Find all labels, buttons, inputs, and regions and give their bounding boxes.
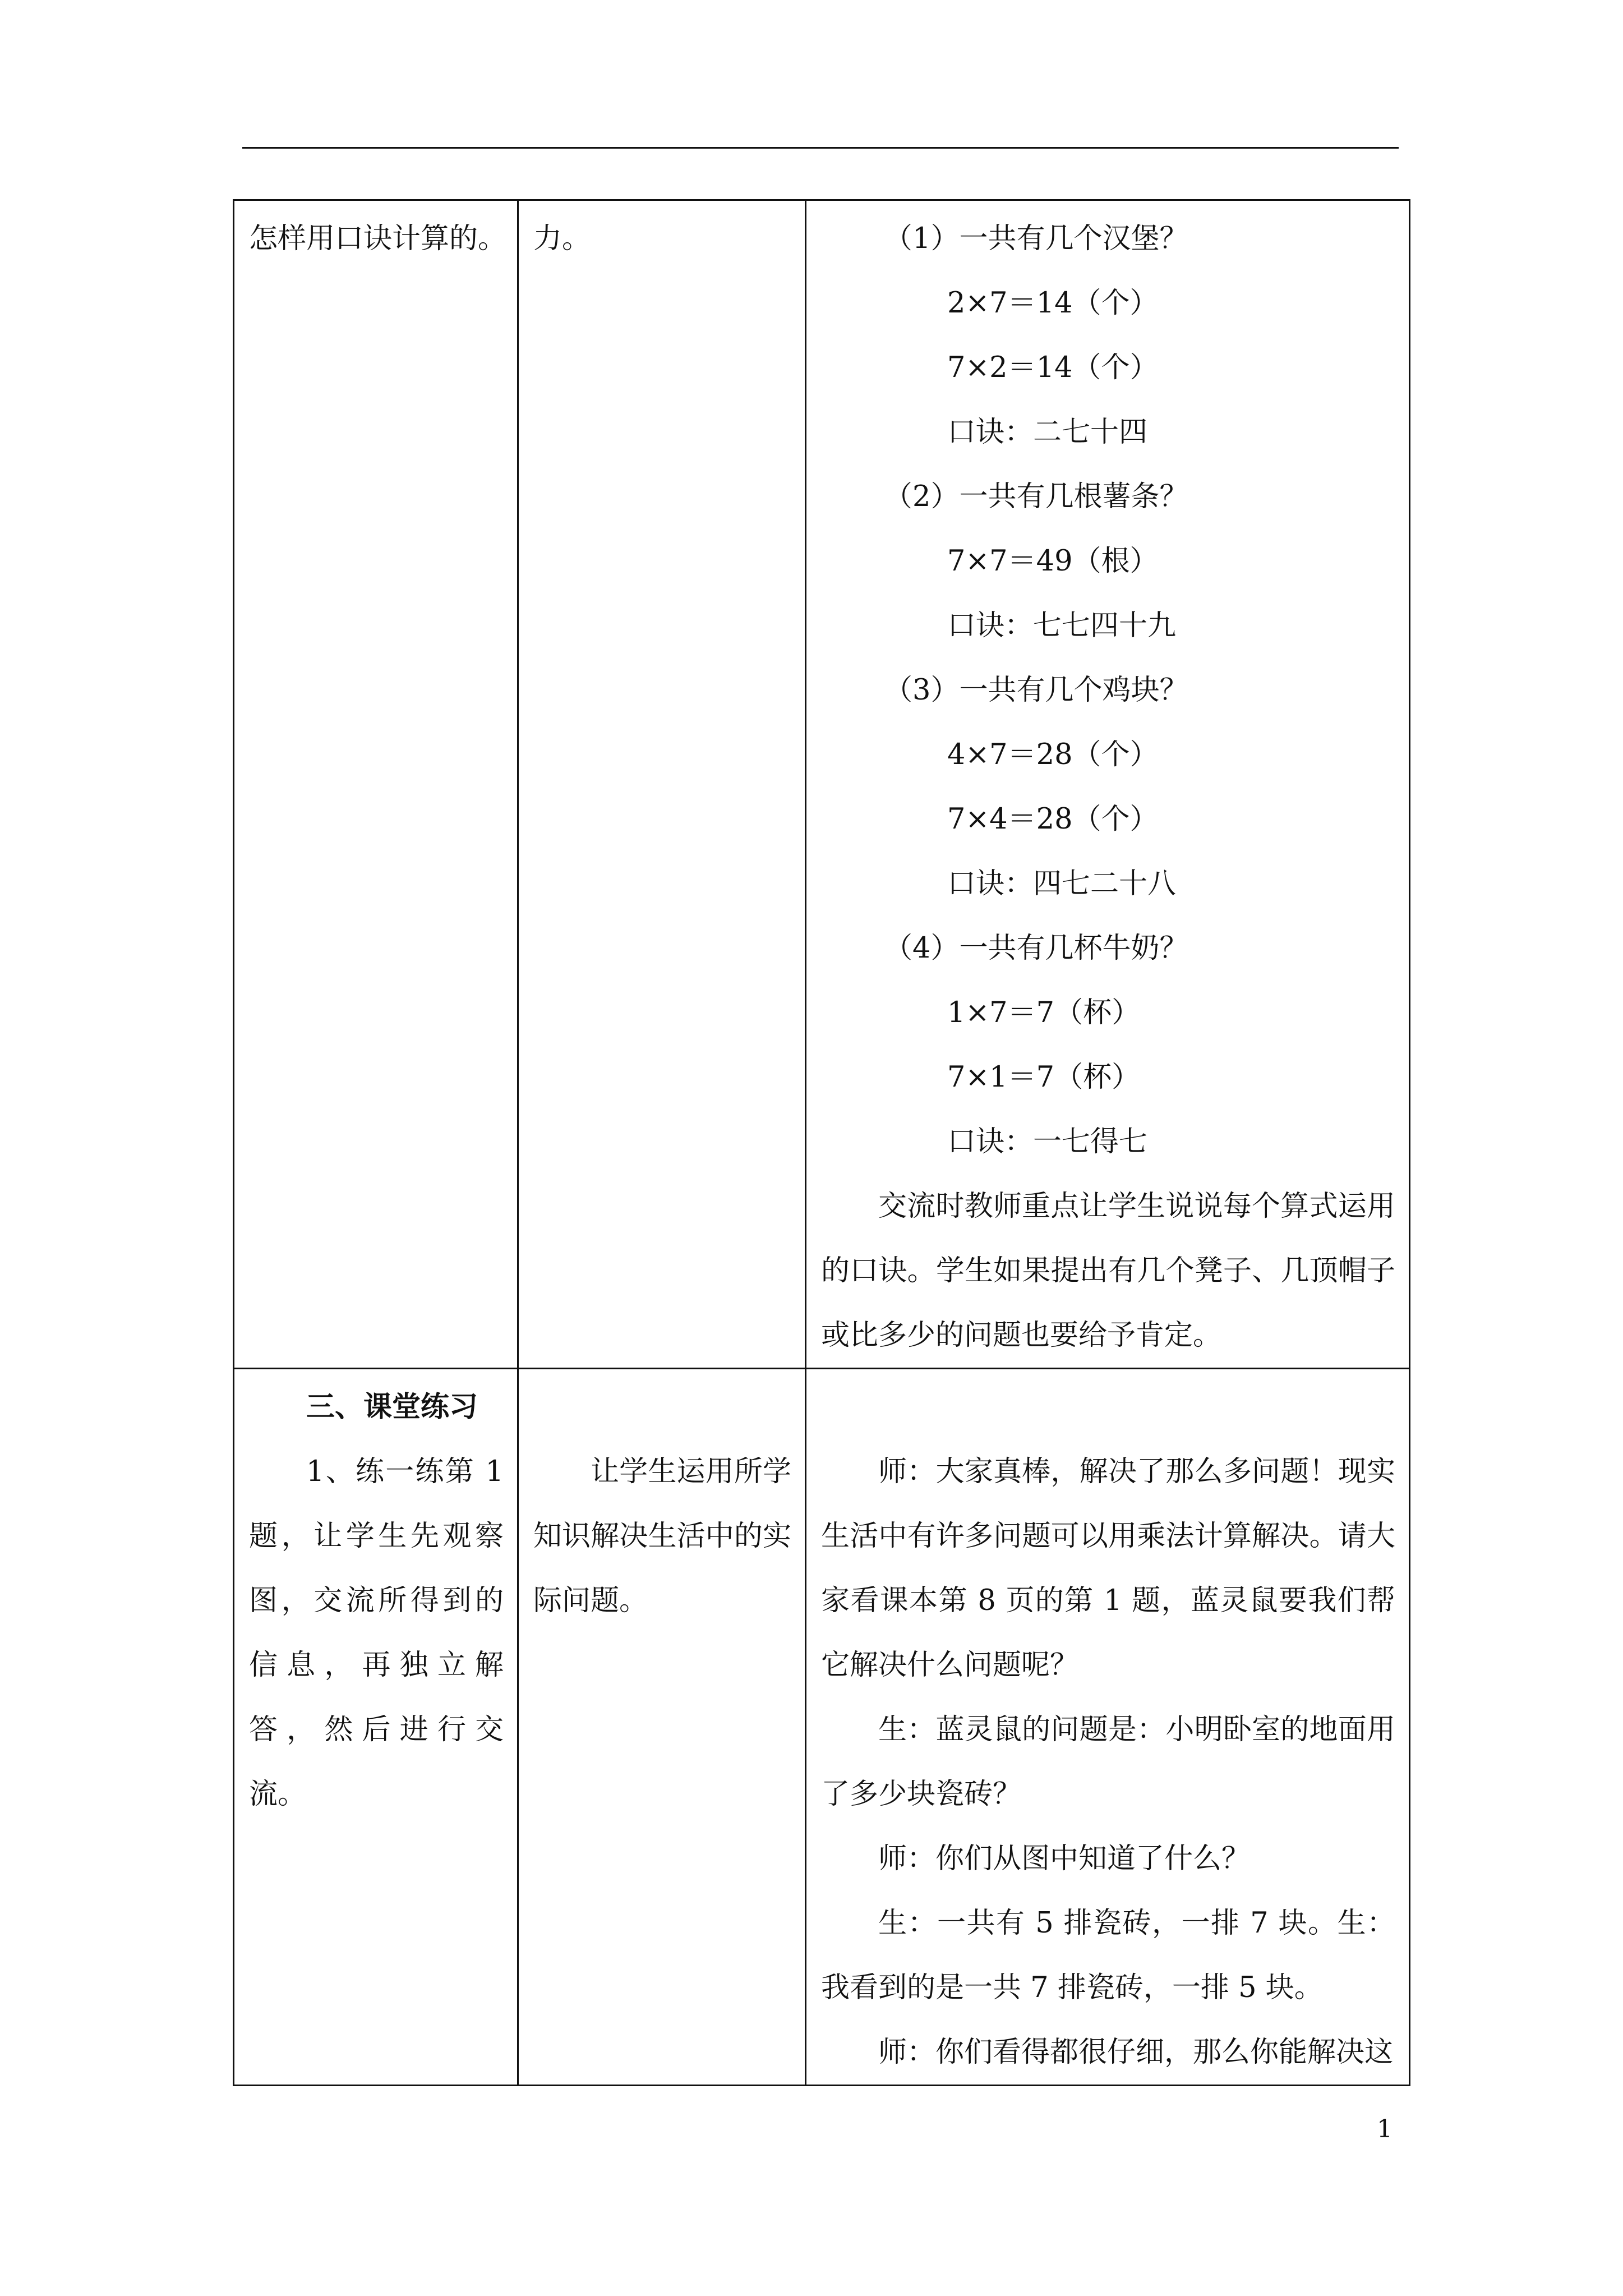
note-paragraph: 交流时教师重点让学生说说每个算式运用的口诀。学生如果提出有几个凳子、几顶帽子或比多少的问题也要给予肯定。 [821,1190,1395,1352]
equation-line: 2×7＝14（个） [947,287,1159,320]
dialogue-paragraph: 生：一共有 5 排瓷砖，一排 7 块。生：我看到的是一共 7 排瓷砖，一排 5 块。 [821,1907,1395,2004]
equation-line: 7×2＝14（个） [947,351,1159,384]
page-number: 1 [1377,2115,1393,2143]
table-cell-intent [518,200,806,1369]
intent-text: 让学生运用所学知识解决生活中的实际问题。 [533,1455,791,1617]
header-rule [242,147,1399,149]
equation-line: 口诀：一七得七 [947,1125,1148,1158]
question-line: （2）一共有几根薯条？ [884,480,1188,513]
question-line: （1）一共有几个汉堡？ [884,222,1188,255]
table-row [234,200,1410,1369]
cell-text: 怎样用口诀计算的。 [249,222,507,255]
table-cell-process [806,1369,1410,2086]
equation-line: 口诀：二七十四 [947,416,1148,449]
question-line: （3）一共有几个鸡块？ [884,674,1188,707]
cell-spacer [533,1375,791,1439]
equation-line: 7×1＝7（杯） [947,1061,1141,1094]
equation-line: 口诀：四七二十八 [947,867,1177,900]
cell-text: 力。 [533,222,591,255]
dialogue-paragraph: 师：你们从图中知道了什么？ [878,1842,1251,1875]
table-cell-activity [234,1369,518,2086]
equation-line: 7×4＝28（个） [947,803,1159,836]
table-cell-activity [234,200,518,1369]
dialogue-paragraph: 师：你们看得都很仔细，那么你能解决这 [878,2036,1394,2069]
table-cell-process [806,200,1410,1369]
cell-spacer [821,1375,1395,1439]
equation-line: 口诀：七七四十九 [947,609,1177,642]
activity-text: 1、练一练第 1 题，让学生先观察图，交流所得到的信息，再独立解答，然后进行交流。 [249,1455,504,1811]
question-line: （4）一共有几杯牛奶？ [884,932,1188,965]
dialogue-paragraph: 师：大家真棒，解决了那么多问题！现实生活中有许多问题可以用乘法计算解决。请大家看课本第 8 页的第 1 题，蓝灵鼠要我们帮它解决什么问题呢？ [821,1455,1395,1682]
process-lines [821,206,1395,1368]
equation-line: 4×7＝28（个） [947,738,1159,771]
lesson-plan-table [233,199,1410,2086]
section-heading: 三、课堂练习 [306,1391,478,1424]
equation-line: 1×7＝7（杯） [947,996,1141,1029]
table-cell-intent [518,1369,806,2086]
dialogue-paragraph: 生：蓝灵鼠的问题是：小明卧室的地面用了多少块瓷砖？ [821,1713,1395,1811]
dialogue-lines [821,1439,1395,2085]
equation-line: 7×7＝49（根） [947,545,1159,578]
table-row [234,1369,1410,2086]
